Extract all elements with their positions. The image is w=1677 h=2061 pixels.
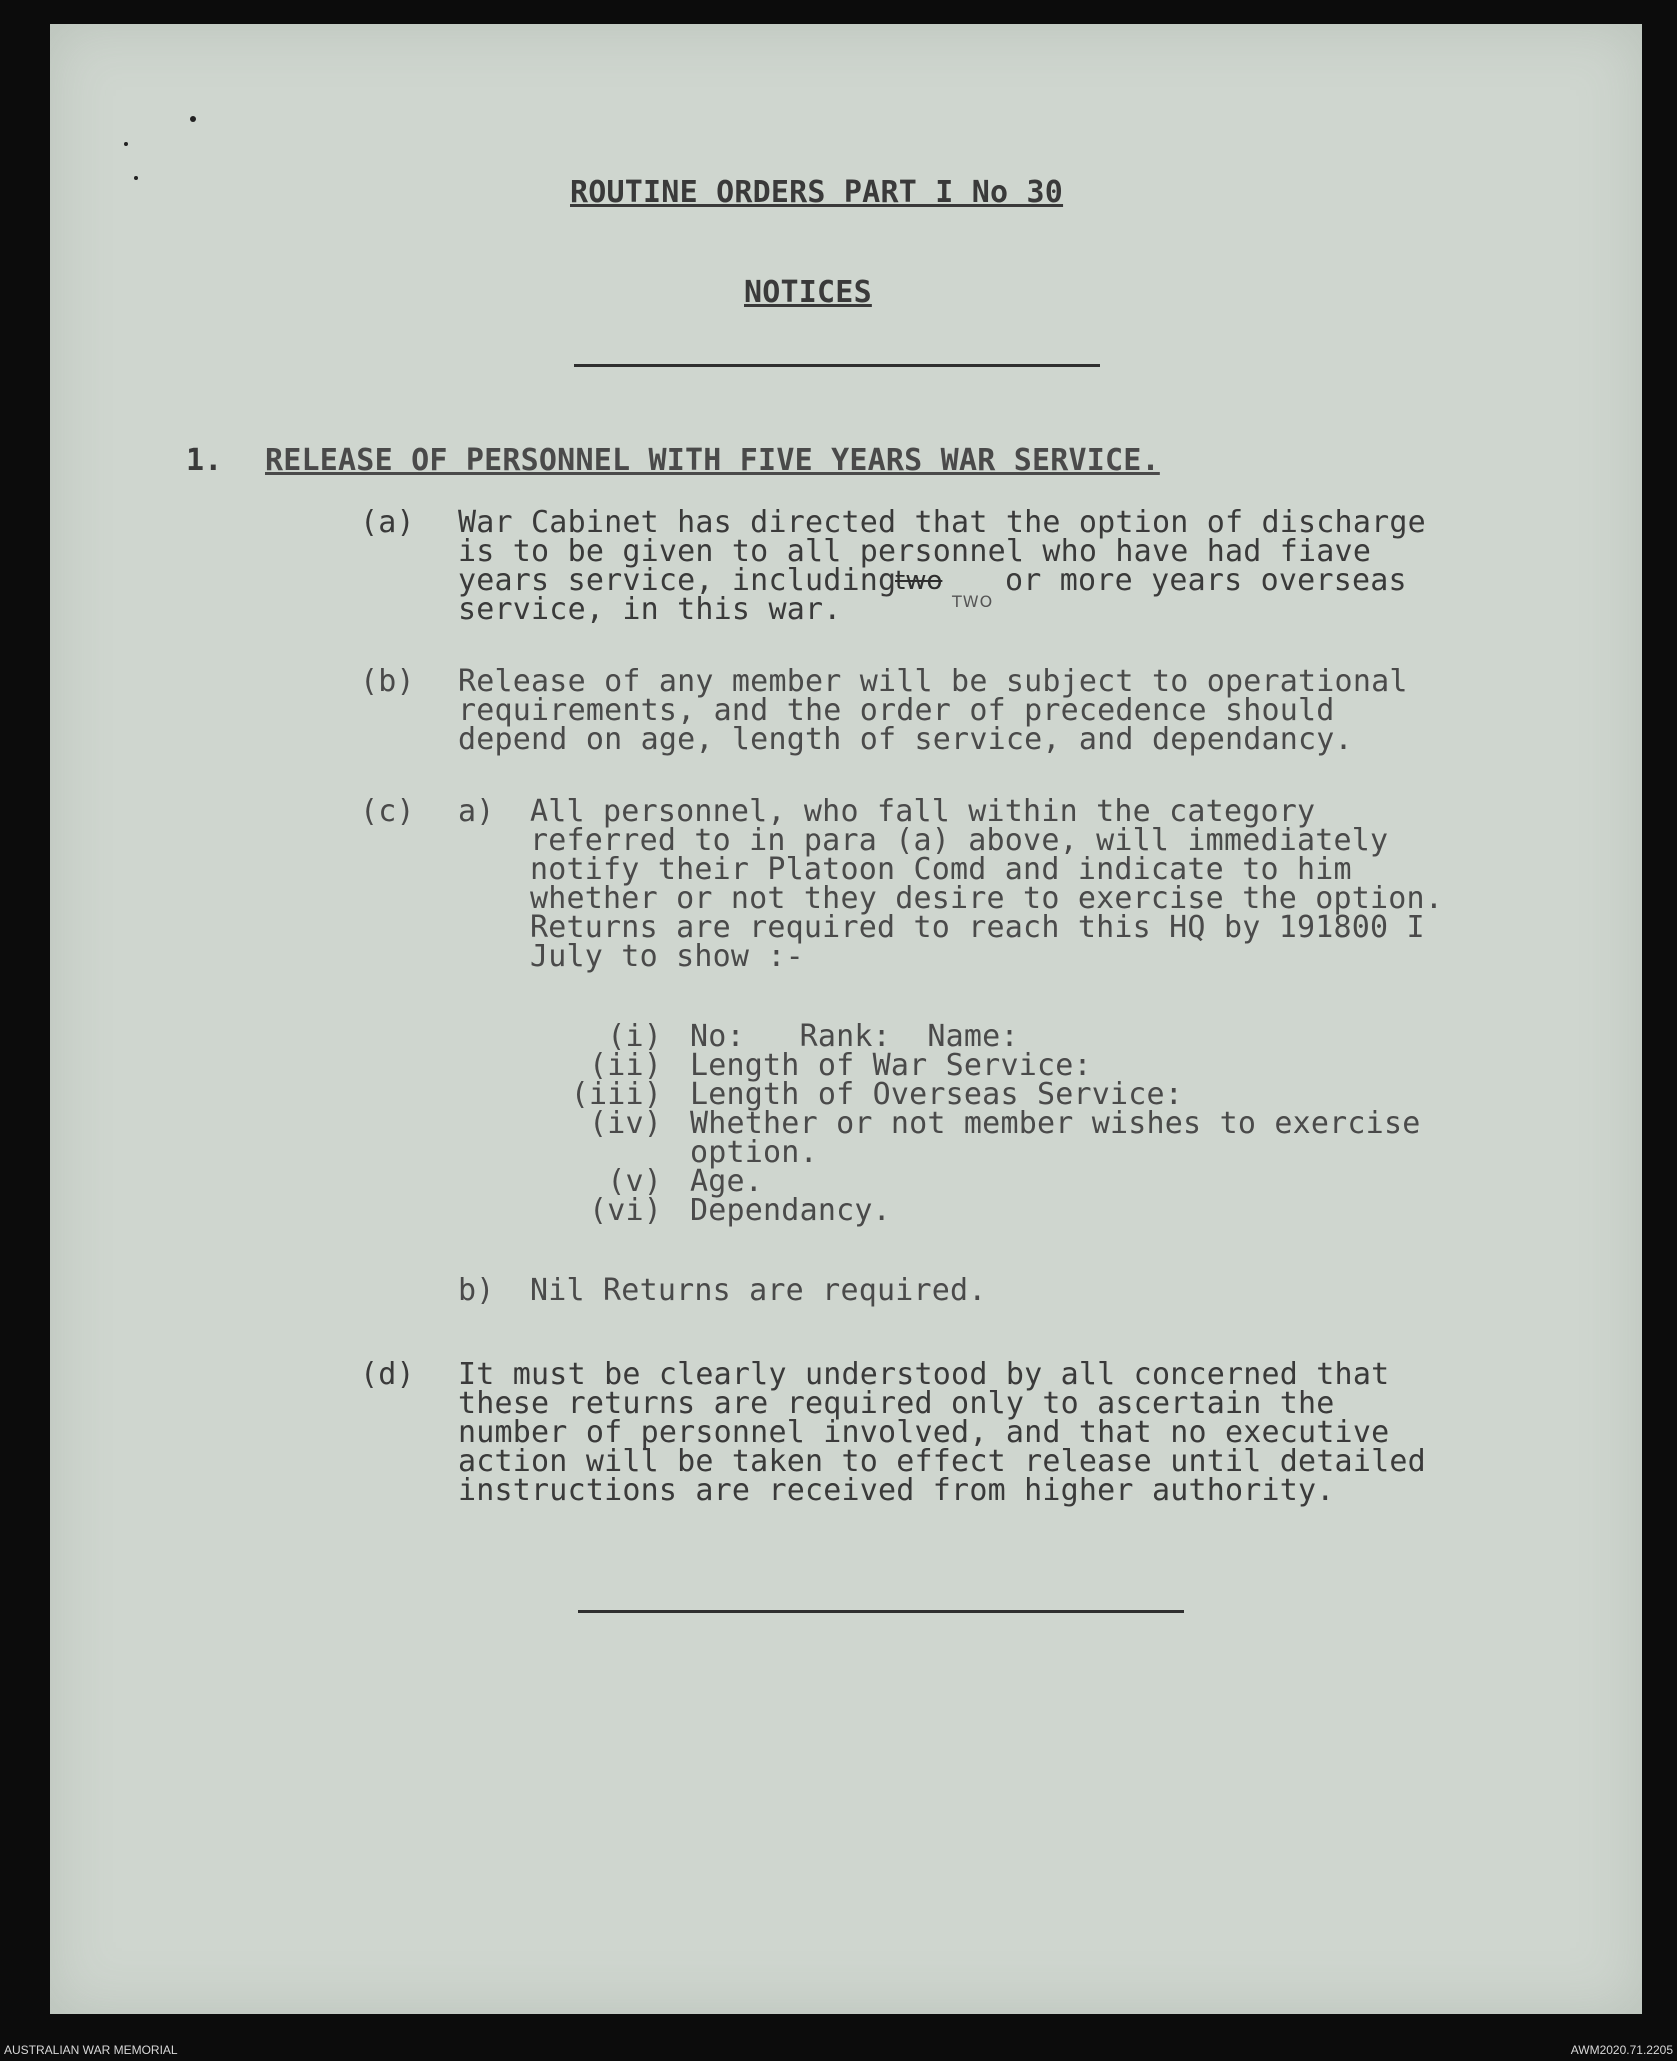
para-c-line-4: whether or not they desire to exercise the option. bbox=[530, 881, 1444, 916]
para-a-line-1: War Cabinet has directed that the option of discharge bbox=[458, 505, 1426, 540]
document-subtitle: NOTICES bbox=[744, 275, 872, 310]
document-title: ROUTINE ORDERS PART I No 30 bbox=[570, 175, 1064, 210]
para-c-sub-a-label: a) bbox=[458, 794, 495, 829]
return-item-label: (iii) bbox=[570, 1077, 662, 1112]
para-d-line-2: these returns are required only to ascertain the bbox=[458, 1386, 1335, 1421]
para-c-sub-b-label: b) bbox=[458, 1273, 495, 1308]
handwritten-correction: TWO bbox=[952, 592, 994, 611]
return-item-text: Age. bbox=[690, 1164, 764, 1199]
para-a-line-4: service, in this war. bbox=[458, 592, 842, 627]
return-item-label: (iv) bbox=[588, 1106, 662, 1141]
para-c-line-1: All personnel, who fall within the category bbox=[530, 794, 1316, 829]
return-item-text: Whether or not member wishes to exercise bbox=[690, 1106, 1421, 1141]
header-divider bbox=[574, 364, 1100, 367]
footer-source: AUSTRALIAN WAR MEMORIAL bbox=[4, 2043, 178, 2057]
para-a-line-3b: or more years overseas bbox=[1005, 563, 1407, 598]
return-item-text: No: Rank: Name: bbox=[690, 1019, 1019, 1054]
paper-speck bbox=[190, 116, 196, 122]
return-item-label: (vi) bbox=[588, 1193, 662, 1228]
para-d-line-4: action will be taken to effect release until detailed bbox=[458, 1444, 1426, 1479]
para-d-line-5: instructions are received from higher authority. bbox=[458, 1473, 1335, 1508]
para-b-label: (b) bbox=[360, 664, 415, 699]
paper-speck bbox=[124, 142, 128, 146]
section-number: 1. bbox=[186, 443, 223, 478]
paper-speck bbox=[134, 176, 138, 180]
para-c-sub-b-text: Nil Returns are required. bbox=[530, 1273, 987, 1308]
return-item-label: (ii) bbox=[588, 1048, 662, 1083]
para-d-line-3: number of personnel involved, and that no executive bbox=[458, 1415, 1390, 1450]
return-item-text: Length of Overseas Service: bbox=[690, 1077, 1184, 1112]
struck-word: two bbox=[895, 566, 943, 596]
para-c-line-2: referred to in para (a) above, will immediately bbox=[530, 823, 1389, 858]
para-d-line-1: It must be clearly understood by all concerned that bbox=[458, 1357, 1390, 1392]
para-b-line-3: depend on age, length of service, and dependancy. bbox=[458, 722, 1353, 757]
para-c-line-5: Returns are required to reach this HQ by 191800 I bbox=[530, 910, 1425, 945]
para-c-label: (c) bbox=[360, 794, 415, 829]
return-item-label: (i) bbox=[607, 1019, 662, 1054]
para-a-line-2: is to be given to all personnel who have had fiave bbox=[458, 534, 1372, 569]
return-item-label: (v) bbox=[607, 1164, 662, 1199]
footer-id: AWM2020.71.2205 bbox=[1570, 2043, 1673, 2057]
para-c-line-6: July to show :- bbox=[530, 939, 804, 974]
para-b-line-2: requirements, and the order of precedence should bbox=[458, 693, 1335, 728]
para-b-line-1: Release of any member will be subject to operational bbox=[458, 664, 1408, 699]
para-d-label: (d) bbox=[360, 1357, 415, 1392]
section-heading: RELEASE OF PERSONNEL WITH FIVE YEARS WAR SERVICE. bbox=[265, 443, 1160, 478]
return-item-text-cont: option. bbox=[690, 1135, 818, 1170]
closing-divider bbox=[578, 1610, 1184, 1613]
para-a-line-3: years service, including bbox=[458, 563, 897, 598]
return-item-text: Dependancy. bbox=[690, 1193, 891, 1228]
para-a-label: (a) bbox=[360, 505, 415, 540]
return-item-text: Length of War Service: bbox=[690, 1048, 1092, 1083]
para-c-line-3: notify their Platoon Comd and indicate to him bbox=[530, 852, 1352, 887]
